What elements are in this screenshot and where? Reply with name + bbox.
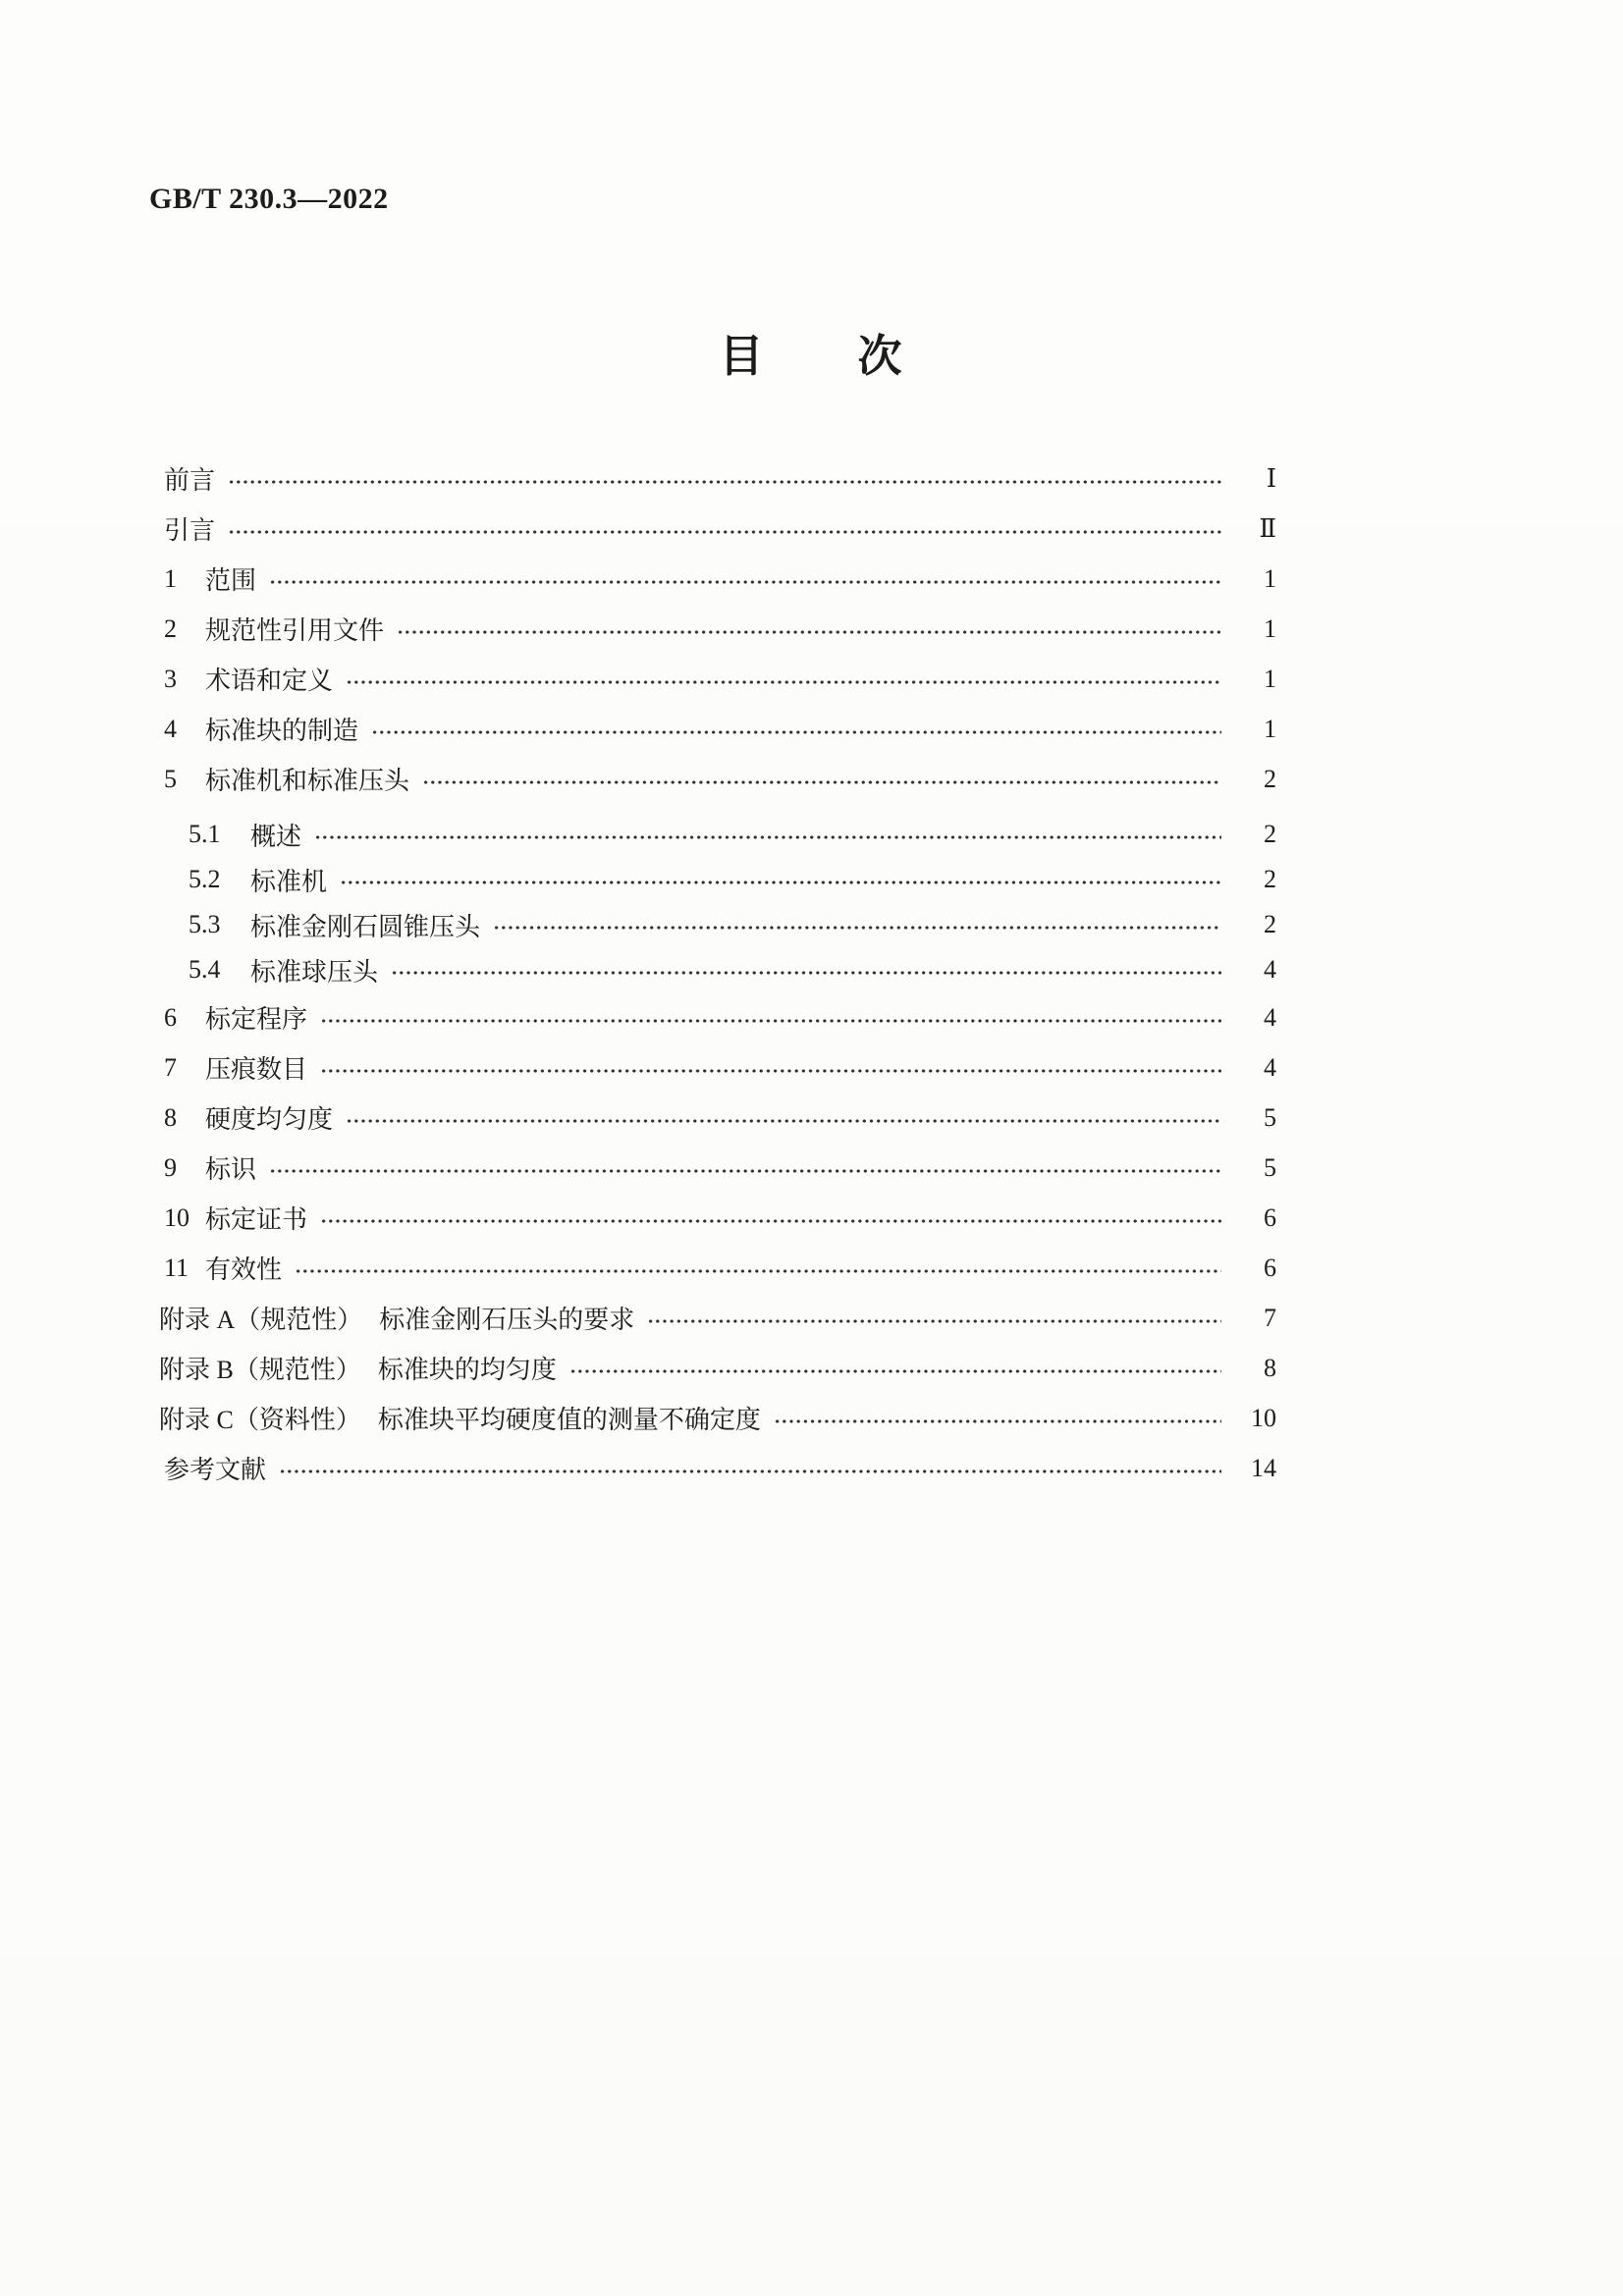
toc-entry-number: 5	[164, 764, 177, 793]
toc-entry-number: 附录 B（规范性）	[159, 1356, 361, 1384]
toc-entry-number: 10	[164, 1202, 189, 1232]
dot-leader	[295, 1267, 1221, 1275]
toc-entry-page: 10	[1251, 1403, 1276, 1432]
toc-entry	[159, 1143, 1276, 1193]
toc-entry-title: 标准块的均匀度	[377, 1356, 557, 1384]
dot-leader	[269, 1167, 1221, 1175]
dot-leader	[228, 528, 1221, 536]
dot-leader	[371, 728, 1221, 736]
toc-entry-page: 2	[1264, 764, 1276, 793]
toc-entry-page: 6	[1264, 1253, 1276, 1282]
toc-entry-title: 标准球压头	[250, 957, 379, 987]
dot-leader	[320, 1017, 1221, 1025]
toc-entry-page: 2	[1264, 910, 1276, 938]
toc-entry	[159, 1343, 1276, 1393]
toc-entry-number: 附录 C（资料性）	[159, 1406, 361, 1434]
toc-entry-number: 11	[164, 1253, 189, 1282]
toc-entry	[159, 504, 1276, 554]
dot-leader	[647, 1317, 1221, 1325]
dot-leader	[320, 1217, 1221, 1225]
toc-entry-number: 1	[164, 563, 177, 593]
toc-entry	[159, 704, 1276, 754]
dot-leader	[493, 924, 1221, 932]
dot-leader	[346, 1117, 1221, 1125]
toc-entry-title: 标准金刚石压头的要求	[379, 1306, 635, 1334]
toc-entry-page: 2	[1264, 865, 1276, 893]
standard-number: GB/T 230.3—2022	[149, 183, 389, 215]
dot-leader	[314, 833, 1221, 841]
toc-entry-title: 标准块平均硬度值的测量不确定度	[377, 1406, 761, 1434]
toc-list	[159, 454, 1276, 1493]
toc-entry	[159, 1393, 1276, 1443]
dot-leader	[569, 1367, 1221, 1375]
toc-entry-page: 4	[1264, 955, 1276, 984]
toc-entry-title: 术语和定义	[205, 667, 334, 695]
toc-entry-title: 标识	[205, 1155, 257, 1184]
dot-leader	[320, 1067, 1221, 1075]
toc-entry-title: 参考文献	[164, 1456, 267, 1484]
toc-entry-title: 压痕数目	[205, 1055, 308, 1084]
toc-entry-page: 5	[1264, 1102, 1276, 1132]
toc-entry-title: 标定程序	[205, 1005, 308, 1034]
dot-leader	[279, 1468, 1221, 1475]
toc-entry-page: 7	[1264, 1303, 1276, 1332]
toc-entry-page: 1	[1264, 664, 1276, 693]
toc-entry-number: 4	[164, 714, 177, 743]
toc-entry-number: 6	[164, 1002, 177, 1032]
toc-entry-number: 7	[164, 1052, 177, 1082]
toc-entry	[159, 654, 1276, 704]
toc-entry-title: 前言	[164, 466, 216, 495]
toc-entry-page: 1	[1264, 614, 1276, 643]
toc-entry-page: 8	[1264, 1353, 1276, 1382]
toc-entry-number: 附录 A（规范性）	[159, 1306, 363, 1334]
dot-leader	[422, 778, 1221, 786]
toc-entry-title: 标准块的制造	[205, 717, 359, 745]
dot-leader	[269, 578, 1221, 586]
toc-entry-title: 标准机和标准压头	[205, 767, 410, 795]
dot-leader	[346, 678, 1221, 686]
toc-entry-number: 3	[164, 664, 177, 693]
toc-entry	[159, 754, 1276, 804]
toc-entry	[159, 1193, 1276, 1243]
toc-entry	[159, 1042, 1276, 1093]
toc-entry-number: 5.3	[189, 910, 221, 938]
dot-leader	[774, 1417, 1221, 1425]
toc-entry-page: Ⅰ	[1266, 463, 1276, 493]
toc-entry-number: 2	[164, 614, 177, 643]
toc-entry	[159, 1443, 1276, 1493]
toc-entry	[159, 604, 1276, 654]
toc-entry-number: 5.2	[189, 865, 221, 893]
toc-entry-title: 范围	[205, 566, 257, 595]
toc-entry-page: 4	[1264, 1052, 1276, 1082]
toc-entry-title: 规范性引用文件	[205, 616, 385, 645]
toc-entry-page: 2	[1264, 820, 1276, 848]
toc-entry	[159, 857, 1276, 902]
toc-entry-title: 硬度均匀度	[205, 1105, 334, 1134]
toc-entry-number: 8	[164, 1102, 177, 1132]
toc-entry-page: 1	[1264, 714, 1276, 743]
toc-entry	[159, 1243, 1276, 1293]
toc-entry-page: 14	[1251, 1453, 1276, 1482]
toc-entry-title: 有效性	[205, 1255, 283, 1284]
toc-entry-page: Ⅱ	[1259, 513, 1276, 543]
toc-entry-number: 9	[164, 1152, 177, 1182]
toc-entry-title: 标准机	[250, 867, 328, 896]
dot-leader	[397, 628, 1221, 636]
toc-entry-page: 6	[1264, 1202, 1276, 1232]
toc-entry-page: 5	[1264, 1152, 1276, 1182]
toc-entry-number: 5.1	[189, 820, 221, 848]
dot-leader	[391, 969, 1221, 977]
toc-entry-title: 引言	[164, 516, 216, 545]
toc-entry	[159, 992, 1276, 1042]
toc-entry	[159, 454, 1276, 504]
page-title: 目 次	[719, 332, 904, 381]
toc-entry	[159, 1093, 1276, 1143]
dot-leader	[228, 478, 1221, 486]
toc-entry-page: 1	[1264, 563, 1276, 593]
toc-entry-title: 标定证书	[205, 1205, 308, 1234]
toc-entry	[159, 1293, 1276, 1343]
toc-entry	[159, 947, 1276, 992]
toc-entry-title: 标准金刚石圆锥压头	[250, 912, 481, 941]
toc-entry-title: 概述	[250, 822, 302, 851]
toc-entry-number: 5.4	[189, 955, 221, 984]
toc-entry	[159, 554, 1276, 604]
toc-entry	[159, 902, 1276, 947]
toc-entry	[159, 812, 1276, 857]
toc-entry-page: 4	[1264, 1002, 1276, 1032]
dot-leader	[340, 879, 1221, 886]
